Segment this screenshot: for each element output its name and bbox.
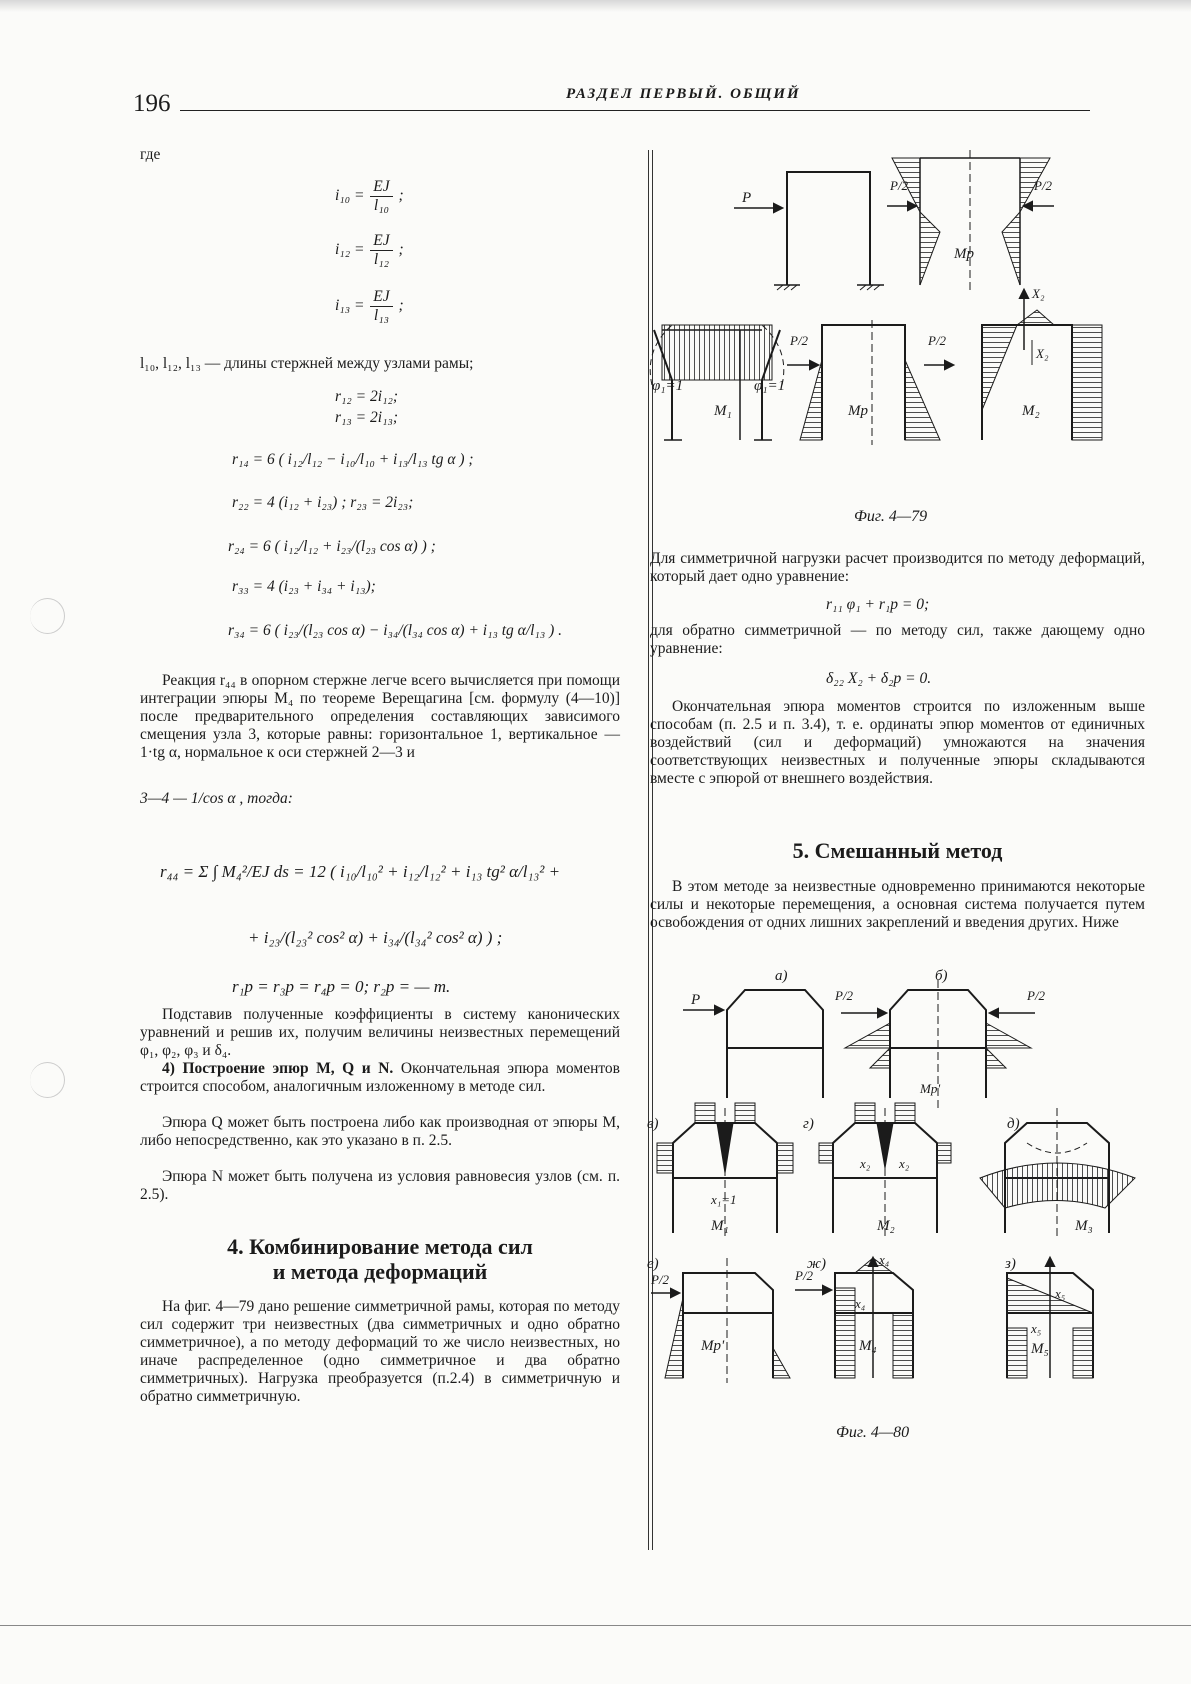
fig79-frame-load bbox=[734, 172, 884, 290]
formula-r12: r₁₂ = 2i₁₂; bbox=[335, 388, 399, 405]
paragraph-mixed-method: В этом методе за неизвестные одновременно принимаются некоторые силы и некоторые перемещения, а основная система получается путем освобождения от одних лишних закреплений и введения других. Ниже bbox=[650, 878, 1145, 931]
fig80-frame-a bbox=[683, 990, 823, 1098]
header-rule bbox=[180, 110, 1090, 111]
binder-hole-bottom bbox=[30, 1062, 65, 1098]
fig80-label-P2-c: P/2 bbox=[651, 1272, 670, 1287]
formula-r1p: r₁p = r₃p = r₄p = 0; r₂p = — m. bbox=[232, 977, 451, 996]
fig79-label-P2-d: P/2 bbox=[928, 333, 947, 348]
formula-i10-lhs: i₁₀ = bbox=[335, 187, 365, 205]
fig80-label-zh: ж) bbox=[807, 1256, 826, 1272]
formula-i12-lhs: i₁₂ = bbox=[335, 241, 365, 259]
fig80-label-M3: M₃ bbox=[1075, 1218, 1093, 1234]
formula-r14: r₁₄ = 6 ( i₁₂/l₁₂ − i₁₀/l₁₀ + i₁₃/l₁₃ tg α ) ; bbox=[232, 451, 474, 468]
formula-r44-line2: + i₂₃/(l₂₃² cos² α) + i₃₄/(l₃₄² cos² α) ) ; bbox=[248, 928, 503, 947]
fig80-label-M4: M₄ bbox=[859, 1338, 877, 1354]
fig79-label-P: P bbox=[742, 190, 752, 206]
formula-i13 bbox=[335, 288, 404, 325]
formula-r34: r₃₄ = 6 ( i₂₃/(l₂₃ cos α) − i₃₄/(l₃₄ cos α) + i₁₃ tg α/l₁₃ ) . bbox=[228, 622, 562, 639]
page-number: 196 bbox=[133, 90, 171, 117]
fig80-label-v: в) bbox=[647, 1116, 659, 1132]
paragraph-plotting bbox=[140, 1060, 620, 1096]
fig80-label-Mp: Mp' bbox=[920, 1081, 941, 1096]
formula-i13-num: EJ bbox=[370, 288, 392, 307]
fig80-label-e: е) bbox=[647, 1256, 659, 1272]
paragraph-antisymmetric: для обратно симметричной — по методу сил, также дающему одно уравнение: bbox=[650, 622, 1145, 657]
formula-r11: r₁₁ φ₁ + r₁p = 0; bbox=[826, 596, 930, 613]
fig80-label-z: з) bbox=[1005, 1256, 1016, 1272]
paragraph-symmetric-load: Для симметричной нагрузки расчет производится по методу деформаций, который дает одно уравнение: bbox=[650, 550, 1145, 585]
formula-delta22: δ₂₂ X₂ + δ₂p = 0. bbox=[826, 670, 932, 687]
fig80-label-P: P bbox=[691, 992, 701, 1008]
fig80-label-M4p: Mp' bbox=[701, 1338, 725, 1354]
fig80-frame-e bbox=[651, 1258, 790, 1383]
fig79-label-phi-right: φ₁=1 bbox=[754, 378, 786, 394]
fig80-label-X4: x₄ bbox=[855, 1296, 866, 1311]
paragraph-fig79: На фиг. 4—79 дано решение симметричной рамы, которая по методу сил содержит три неизвестных (два симметричных и одно обратно симметричное), а по методу деформаций то же число неизвестных, но иначе распределенное (одно симметричное и два обратно симметричных). Нагрузка преобразуется (п.2.4) в симметричную и обратно симметричную. bbox=[140, 1298, 620, 1405]
formula-r13: r₁₃ = 2i₁₃; bbox=[335, 409, 399, 426]
caption-fig-4-80: Фиг. 4—80 bbox=[836, 1424, 910, 1441]
formula-r44-line1: r₄₄ = Σ ∫ M₄²/EJ ds = 12 ( i₁₀/l₁₀² + i₁₂/l₁₂² + i₁₃ tg² α/l₁₃² + bbox=[160, 862, 561, 881]
section-4-heading-line1: 4. Комбинирование метода сил bbox=[227, 1234, 533, 1259]
section-5-heading: 5. Смешанный метод bbox=[792, 838, 1003, 863]
formula-i13-den: l₁₃ bbox=[373, 307, 390, 324]
paragraph-reaction: Реакция r₄₄ в опорном стержне легче всего вычисляется при помощи интеграции эпюры M₄ по теореме Верещагина [см. формулу (4—10)] после предварительного определения составляющих зависимого смещения узла 3, которые равны: горизонтальное 1, вертикальное — 1·tg α, нормальное к оси стержней 2—3 и bbox=[140, 672, 620, 761]
paragraph-q: Эпюра Q может быть построена либо как производная от эпюры M, либо непосредственно, как это указано в п. 2.5. bbox=[140, 1114, 620, 1149]
formula-i13-lhs: i₁₃ = bbox=[335, 297, 365, 315]
formula-i10 bbox=[335, 178, 404, 215]
fig80-label-P2-b: P/2 bbox=[1027, 988, 1046, 1003]
fig80-label-X2-b: x₂ bbox=[899, 1156, 910, 1171]
fig79-label-M1: M₁ bbox=[714, 403, 732, 419]
figure-4-79 bbox=[652, 150, 1162, 495]
formula-r24: r₂₄ = 6 ( i₁₂/l₁₂ + i₂₃/(l₂₃ cos α) ) ; bbox=[228, 538, 436, 555]
fig80-label-d: д) bbox=[1007, 1116, 1020, 1132]
fig79-label-P2-b: P/2 bbox=[1034, 178, 1053, 193]
paragraph-n: Эпюра N может быть получена из условия равновесия узлов (см. п. 2.5). bbox=[140, 1168, 620, 1203]
fig79-frame-m2 bbox=[982, 290, 1102, 440]
binder-hole-top bbox=[30, 598, 65, 634]
fig80-label-M2: M₂ bbox=[877, 1218, 895, 1234]
bottom-scan-line bbox=[0, 1625, 1191, 1626]
fig80-frame-d bbox=[980, 1108, 1135, 1238]
formula-i10-den: l₁₀ bbox=[373, 197, 390, 214]
formula-i10-num: EJ bbox=[370, 178, 392, 197]
fig80-label-g: г) bbox=[803, 1116, 814, 1132]
formula-i13-semicolon: ; bbox=[398, 297, 404, 315]
formula-i12-semicolon: ; bbox=[398, 241, 404, 259]
formula-r33: r₃₃ = 4 (i₂₃ + i₃₄ + i₁₃); bbox=[232, 578, 376, 595]
plotting-heading: 4) Построение эпюр M, Q и N. bbox=[162, 1060, 394, 1077]
fig80-label-X1: x₁=1 bbox=[711, 1192, 737, 1207]
fig80-label-X5-top: x₅ bbox=[1055, 1286, 1066, 1301]
fig79-label-P2-c: P/2 bbox=[790, 333, 809, 348]
figure-4-80 bbox=[647, 968, 1155, 1408]
fig79-label-Mp-2: Mp bbox=[848, 403, 868, 419]
formula-i10-semicolon: ; bbox=[398, 187, 404, 205]
text-lengths: l₁₀, l₁₂, l₁₃ — длины стержней между узлами рамы; bbox=[140, 355, 474, 372]
fig80-label-a: a) bbox=[775, 968, 788, 984]
fig80-label-M1: M₁ bbox=[711, 1218, 729, 1234]
formula-i12 bbox=[335, 232, 404, 269]
caption-fig-4-79: Фиг. 4—79 bbox=[854, 508, 928, 525]
fig80-label-M5: M₅ bbox=[1031, 1341, 1049, 1357]
fig80-label-P2-a: P/2 bbox=[835, 988, 854, 1003]
formula-cos: 3—4 — 1/cos α , тогда: bbox=[140, 790, 293, 807]
section-4-heading-line2: и метода деформаций bbox=[272, 1259, 488, 1284]
section-4-heading bbox=[140, 1234, 620, 1284]
formula-i12-num: EJ bbox=[370, 232, 392, 251]
section-title: РАЗДЕЛ ПЕРВЫЙ. ОБЩИЙ bbox=[560, 86, 807, 103]
fig79-label-Mp: Mp bbox=[954, 246, 974, 262]
plotting-body: Окончательная эпюра моментов строится способом, аналогичным изложенному в методе сил. bbox=[140, 1060, 621, 1095]
fig80-label-X5: x₅ bbox=[1031, 1321, 1042, 1336]
paragraph-substitute: Подставив полученные коэффициенты в систему канонических уравнений и решив их, получим величины неизвестных перемещений φ₁, φ₂, φ₃ и δ₄. bbox=[140, 1006, 620, 1059]
fig79-label-X2-top: X₂ bbox=[1032, 286, 1045, 301]
fig79-frame-mp bbox=[887, 150, 1054, 290]
fig80-label-X2-a: x₂ bbox=[860, 1156, 871, 1171]
fig79-label-phi-left: φ₁=1 bbox=[652, 378, 684, 394]
fig80-frame-z bbox=[1007, 1258, 1093, 1378]
fig80-label-X4-top: x₄ bbox=[879, 1252, 890, 1267]
paragraph-final-epure: Окончательная эпюра моментов строится по изложенным выше способам (п. 2.5 и п. 3.4), т. е. ординаты эпюр моментов от единичных воздействий (сил и деформаций) умножаются на значения соответствующих неизвестных и полученные эпюры складываются вместе с эпюрой от внешнего воздействия. bbox=[650, 698, 1145, 787]
formula-r22: r₂₂ = 4 (i₁₂ + i₂₃) ; r₂₃ = 2i₂₃; bbox=[232, 494, 414, 511]
scan-top-edge bbox=[0, 0, 1191, 12]
fig80-label-P2-d: P/2 bbox=[795, 1268, 814, 1283]
fig80-label-b: б) bbox=[935, 968, 948, 984]
formula-i12-den: l₁₂ bbox=[373, 251, 390, 268]
text-where: где bbox=[140, 146, 161, 163]
fig79-label-P2-a: P/2 bbox=[890, 178, 909, 193]
fig79-label-M2: M₂ bbox=[1022, 403, 1040, 419]
fig79-label-X2: X₂ bbox=[1036, 346, 1049, 361]
